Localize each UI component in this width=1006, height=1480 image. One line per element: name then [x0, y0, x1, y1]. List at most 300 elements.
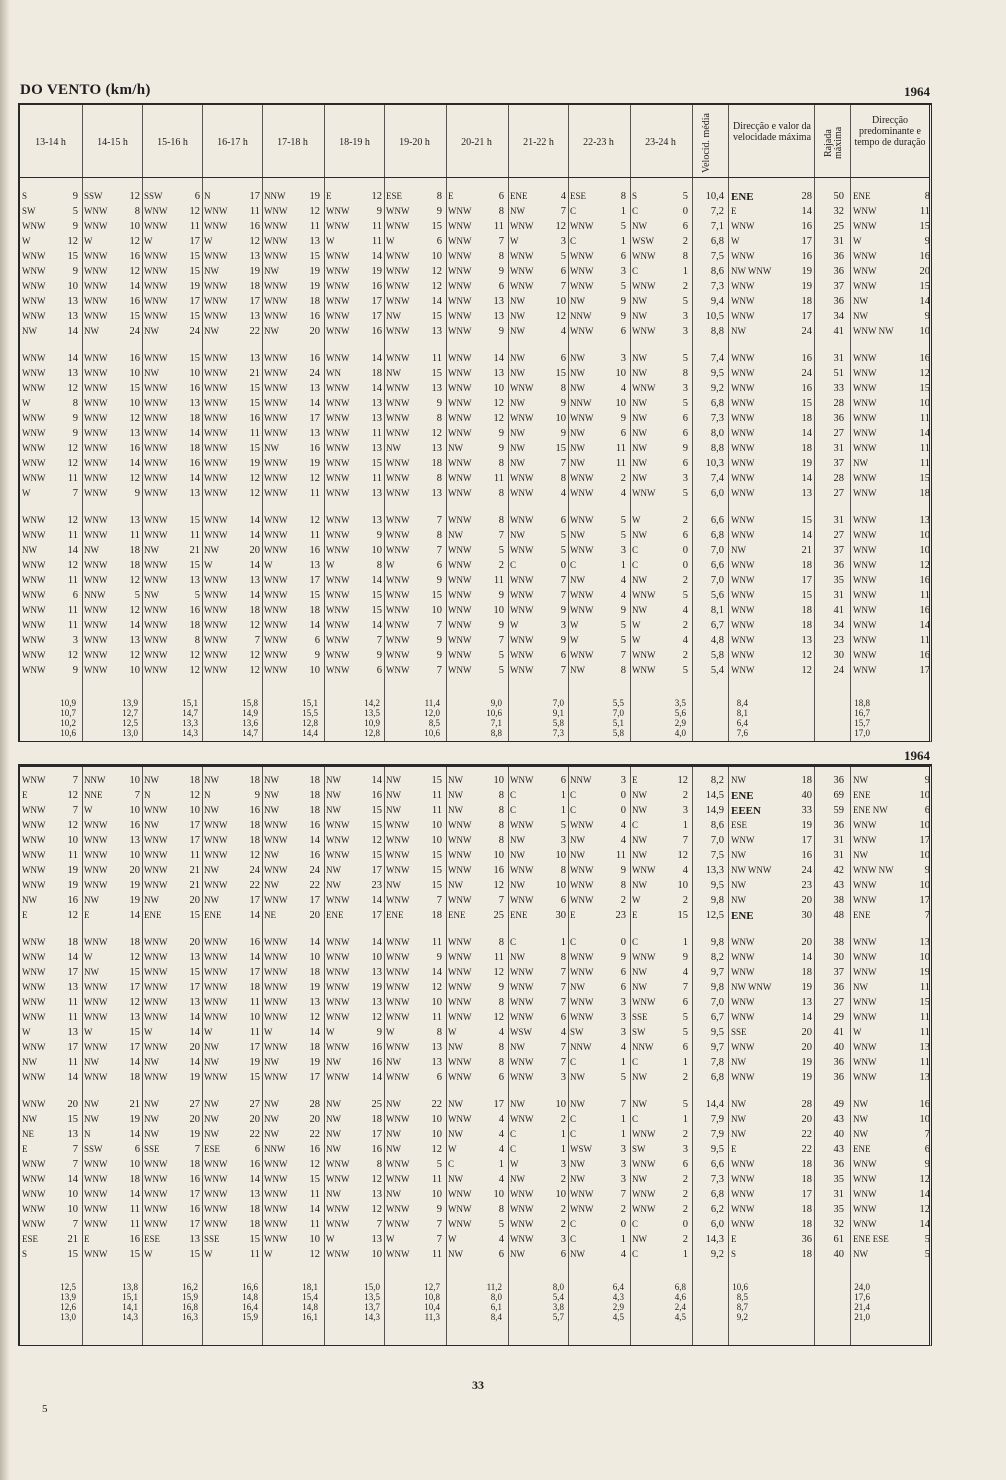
cell-direccao-predominante: WNW [853, 413, 877, 423]
cell-speed: 10 [67, 835, 78, 846]
cell-rajada: 40 [833, 1249, 844, 1260]
cell-speed: 17 [371, 910, 382, 921]
table-row [20, 326, 929, 341]
cell-direction: NW [264, 1099, 279, 1109]
cell-direction: WNW [632, 281, 656, 291]
cell-speed: 14 [67, 1174, 78, 1185]
cell-speed: 13 [249, 353, 260, 364]
cell-direction: WNW [22, 266, 46, 276]
cell-direction: WNW [144, 865, 168, 875]
table-row [20, 982, 929, 997]
cell-speed: 28 [309, 1099, 320, 1110]
cell-direction: WNW [84, 515, 108, 525]
cell-speed: 20 [249, 545, 260, 556]
cell-direction: WNW [204, 296, 228, 306]
cell-speed: 6 [498, 281, 504, 292]
table-row [20, 590, 929, 605]
cell-rajada: 36 [833, 982, 844, 993]
cell-speed: 14 [249, 530, 260, 541]
cell-speed: 18 [309, 296, 320, 307]
cell-speed: 12 [189, 790, 200, 801]
table-row [20, 1027, 929, 1042]
cell-velocidade-media: 14,4 [705, 1099, 724, 1110]
cell-speed: 7 [560, 967, 566, 978]
cell-direction: NW [510, 850, 525, 860]
cell-speed: 10 [129, 665, 140, 676]
cell-speed: 13 [67, 296, 78, 307]
cell-speed: 16 [249, 1159, 260, 1170]
cell-direction: W [448, 1234, 457, 1244]
cell-direction: WNW [22, 383, 46, 393]
cell-speed: 19 [309, 982, 320, 993]
cell-speed: 4 [620, 590, 626, 601]
cell-direction: WNW [510, 982, 534, 992]
cell-speed: 13 [431, 443, 442, 454]
cell-speed: 18 [189, 443, 200, 454]
cell-direction: WNW [204, 1159, 228, 1169]
cell-direction: WNW [448, 398, 472, 408]
cell-speed: 9 [254, 790, 260, 801]
cell-direccao-maxima: NW [731, 775, 746, 785]
summary-value: 10,2 [60, 718, 76, 728]
cell-direction: WNW [84, 398, 108, 408]
table-row [20, 266, 929, 281]
cell-speed: 6 [682, 997, 688, 1008]
cell-direction: WNW [22, 530, 46, 540]
cell-direction: NE [22, 1129, 34, 1139]
cell-rajada: 36 [833, 413, 844, 424]
cell-speed: 12 [493, 413, 504, 424]
cell-speed: 12 [431, 1144, 442, 1155]
cell-velocidade-maxima: 15 [801, 398, 812, 409]
cell-tempo-duracao: 8 [924, 191, 930, 202]
cell-speed: 3 [620, 545, 626, 556]
cell-speed: 13 [371, 1189, 382, 1200]
cell-direccao-maxima: WNW [731, 368, 755, 378]
cell-direction: WNW [204, 473, 228, 483]
cell-direction: WNW [326, 1072, 350, 1082]
cell-speed: 7 [560, 575, 566, 586]
cell-direction: WNW [386, 620, 410, 630]
page-year-top: 1964 [904, 84, 930, 99]
cell-speed: 6 [620, 428, 626, 439]
cell-speed: 5 [682, 398, 688, 409]
cell-speed: 9 [498, 620, 504, 631]
cell-direction: C [632, 1114, 639, 1124]
cell-direction: SW [570, 1027, 584, 1037]
cell-speed: 19 [249, 266, 260, 277]
cell-speed: 20 [129, 865, 140, 876]
cell-direction: NW [326, 1057, 341, 1067]
cell-speed: 5 [498, 1219, 504, 1230]
cell-speed: 12 [493, 1012, 504, 1023]
cell-speed: 7 [620, 1099, 626, 1110]
cell-direction: WNW [204, 1204, 228, 1214]
cell-direction: NW [510, 458, 525, 468]
cell-speed: 12 [67, 650, 78, 661]
cell-speed: 13 [189, 398, 200, 409]
cell-speed: 1 [682, 820, 688, 831]
cell-speed: 12 [129, 650, 140, 661]
cell-direction: WNW [144, 1042, 168, 1052]
cell-direccao-predominante: ENE [853, 910, 871, 920]
cell-direccao-predominante: WNW [853, 650, 877, 660]
cell-direction: WNW [264, 575, 288, 585]
cell-direccao-predominante: WNW [853, 221, 877, 231]
cell-direction: NNW [570, 775, 592, 785]
summary-value: 14,8 [242, 1292, 258, 1302]
cell-speed: 5 [682, 665, 688, 676]
cell-direction: WNW [22, 605, 46, 615]
cell-direction: WNW [84, 281, 108, 291]
cell-speed: 2 [682, 1234, 688, 1245]
cell-speed: 14 [67, 353, 78, 364]
summary-value: 8,1 [736, 708, 748, 718]
cell-direction: C [510, 805, 517, 815]
cell-direction: WNW [326, 1012, 350, 1022]
cell-speed: 14 [371, 575, 382, 586]
summary-value: 10,6 [732, 1282, 748, 1292]
table-row [20, 665, 929, 680]
cell-rajada: 59 [833, 805, 844, 816]
cell-direccao-maxima: WNW [731, 997, 755, 1007]
cell-speed: 12 [555, 311, 566, 322]
cell-speed: 16 [129, 296, 140, 307]
cell-speed: 13 [129, 835, 140, 846]
table-row [20, 191, 929, 206]
cell-speed: 19 [309, 458, 320, 469]
cell-speed: 9 [498, 326, 504, 337]
cell-direction: WNW [510, 488, 534, 498]
cell-speed: 19 [371, 266, 382, 277]
cell-direccao-maxima: WNW [731, 473, 755, 483]
cell-direction: WNW [326, 515, 350, 525]
cell-speed: 15 [431, 590, 442, 601]
cell-velocidade-maxima: 13 [801, 997, 812, 1008]
cell-speed: 8 [498, 515, 504, 526]
cell-speed: 5 [620, 620, 626, 631]
cell-speed: 7 [682, 835, 688, 846]
cell-direction: WNW [144, 952, 168, 962]
cell-direction: WNW [386, 1204, 410, 1214]
cell-velocidade-maxima: 19 [801, 1057, 812, 1068]
cell-direction: WNW [326, 850, 350, 860]
summary-value: 12,0 [424, 708, 440, 718]
cell-direction: WNW [570, 865, 594, 875]
cell-speed: 14 [309, 937, 320, 948]
cell-direction: NW [632, 296, 647, 306]
cell-velocidade-media: 4,8 [710, 635, 724, 646]
cell-speed: 4 [682, 865, 688, 876]
summary-value: 15,5 [302, 708, 318, 718]
cell-speed: 7 [436, 1234, 442, 1245]
cell-direction: WNW [84, 635, 108, 645]
cell-speed: 6 [436, 560, 442, 571]
cell-direction: WNW [264, 635, 288, 645]
cell-direction: NW [264, 850, 279, 860]
cell-speed: 13 [493, 368, 504, 379]
summary-row [20, 708, 929, 718]
cell-speed: 14 [249, 910, 260, 921]
cell-speed: 7 [498, 236, 504, 247]
cell-speed: 14 [309, 1204, 320, 1215]
cell-speed: 18 [309, 1042, 320, 1053]
cell-speed: 20 [189, 895, 200, 906]
cell-direction: W [632, 635, 641, 645]
cell-speed: 2 [682, 1129, 688, 1140]
summary-value: 10,8 [424, 1292, 440, 1302]
cell-direction: WNW [84, 937, 108, 947]
table-row [20, 895, 929, 910]
cell-velocidade-maxima: 13 [801, 635, 812, 646]
cell-speed: 3 [620, 1144, 626, 1155]
cell-speed: 6 [560, 1249, 566, 1260]
cell-direction: NW [632, 1234, 647, 1244]
cell-direction: NW [632, 835, 647, 845]
cell-direction: NW [264, 775, 279, 785]
cell-velocidade-media: 9,8 [710, 982, 724, 993]
cell-speed: 16 [249, 937, 260, 948]
cell-speed: 18 [129, 1072, 140, 1083]
cell-direction: WNW [144, 1012, 168, 1022]
cell-direction: WNW [22, 221, 46, 231]
cell-rajada: 27 [833, 997, 844, 1008]
cell-speed: 9 [498, 266, 504, 277]
cell-rajada: 32 [833, 1219, 844, 1230]
cell-direction: WNW [570, 650, 594, 660]
cell-speed: 14 [129, 1129, 140, 1140]
cell-velocidade-maxima: 16 [801, 383, 812, 394]
cell-direccao-predominante: ENE [853, 1144, 871, 1154]
cell-rajada: 33 [833, 383, 844, 394]
cell-direction: WNW [570, 251, 594, 261]
cell-direction: NW [632, 1099, 647, 1109]
cell-direction: NW [570, 353, 585, 363]
cell-speed: 5 [682, 590, 688, 601]
cell-speed: 16 [371, 790, 382, 801]
cell-speed: 15 [371, 605, 382, 616]
summary-value: 8,0 [490, 1292, 502, 1302]
cell-direction: WNW [570, 967, 594, 977]
cell-direction: WNW [264, 820, 288, 830]
cell-direccao-predominante: NW [853, 775, 868, 785]
cell-direction: WNW [448, 1219, 472, 1229]
cell-speed: 16 [67, 895, 78, 906]
cell-speed: 12 [309, 1012, 320, 1023]
cell-direction: WNW [264, 383, 288, 393]
cell-speed: 12 [431, 266, 442, 277]
cell-speed: 14 [129, 620, 140, 631]
cell-direction: NW [510, 1042, 525, 1052]
cell-speed: 15 [309, 1174, 320, 1185]
cell-direction: NW [570, 368, 585, 378]
cell-direction: WNW [264, 221, 288, 231]
cell-speed: 9 [560, 635, 566, 646]
cell-direction: WNW [570, 473, 594, 483]
cell-rajada: 50 [833, 191, 844, 202]
cell-velocidade-media: 8,2 [710, 775, 724, 786]
cell-direction: WNW [448, 575, 472, 585]
cell-speed: 16 [309, 850, 320, 861]
cell-tempo-duracao: 11 [919, 982, 930, 993]
cell-speed: 3 [560, 835, 566, 846]
cell-direction: WNW [326, 1174, 350, 1184]
cell-direction: WNW [22, 1189, 46, 1199]
table-row [20, 1159, 929, 1174]
summary-value: 13,9 [122, 698, 138, 708]
cell-velocidade-media: 6,8 [710, 236, 724, 247]
cell-speed: 8 [498, 1204, 504, 1215]
cell-direction: WNW [510, 1114, 534, 1124]
cell-speed: 17 [371, 311, 382, 322]
table-row [20, 575, 929, 590]
summary-value: 12,7 [122, 708, 138, 718]
cell-direction: NW [632, 473, 647, 483]
cell-speed: 9 [436, 650, 442, 661]
cell-speed: 10 [371, 1249, 382, 1260]
summary-value: 3,8 [552, 1302, 564, 1312]
cell-rajada: 37 [833, 545, 844, 556]
cell-speed: 8 [620, 191, 626, 202]
cell-speed: 10 [555, 1099, 566, 1110]
cell-direccao-predominante: WNW [853, 443, 877, 453]
cell-direction: C [632, 820, 639, 830]
cell-speed: 24 [129, 326, 140, 337]
cell-rajada: 37 [833, 967, 844, 978]
cell-direction: NW [632, 805, 647, 815]
summary-value: 7,0 [552, 698, 564, 708]
cell-direction: WNW [326, 997, 350, 1007]
cell-direccao-maxima: WNW [731, 251, 755, 261]
cell-speed: 11 [431, 937, 442, 948]
cell-velocidade-media: 8,6 [710, 820, 724, 831]
cell-velocidade-media: 6,7 [710, 620, 724, 631]
cell-direction: W [204, 560, 213, 570]
cell-direction: W [386, 560, 395, 570]
cell-velocidade-media: 9,5 [710, 880, 724, 891]
cell-speed: 27 [249, 1099, 260, 1110]
cell-speed: 7 [498, 895, 504, 906]
cell-speed: 15 [371, 820, 382, 831]
cell-direction: WNW [84, 1189, 108, 1199]
cell-direction: S [22, 191, 28, 201]
cell-velocidade-media: 7,0 [710, 835, 724, 846]
cell-direction: NW [386, 790, 401, 800]
cell-direction: WNW [264, 206, 288, 216]
cell-direction: WNW [84, 880, 108, 890]
cell-rajada: 43 [833, 1144, 844, 1155]
cell-direction: WNW [326, 530, 350, 540]
cell-velocidade-media: 7,8 [710, 1057, 724, 1068]
cell-speed: 13 [309, 383, 320, 394]
cell-rajada: 23 [833, 635, 844, 646]
cell-speed: 8 [682, 368, 688, 379]
cell-speed: 1 [560, 1144, 566, 1155]
cell-direction: NW [510, 880, 525, 890]
cell-tempo-duracao: 18 [919, 488, 930, 499]
summary-value: 5,4 [552, 1292, 564, 1302]
cell-speed: 17 [309, 413, 320, 424]
cell-direction: WNW [510, 967, 534, 977]
cell-direction: E [570, 910, 576, 920]
cell-direction: NW [570, 1159, 585, 1169]
cell-direccao-predominante: NW [853, 1099, 868, 1109]
cell-speed: 19 [309, 1057, 320, 1068]
cell-direction: NW [144, 545, 159, 555]
cell-direction: NW [144, 1099, 159, 1109]
cell-direction: NW [326, 1144, 341, 1154]
cell-speed: 23 [371, 880, 382, 891]
cell-direction: WNW [326, 575, 350, 585]
cell-tempo-duracao: 7 [924, 910, 930, 921]
cell-speed: 11 [493, 952, 504, 963]
cell-velocidade-maxima: 20 [801, 895, 812, 906]
cell-speed: 16 [189, 1204, 200, 1215]
cell-direccao-maxima: WNW [731, 620, 755, 630]
cell-direccao-predominante: NW [853, 296, 868, 306]
cell-speed: 8 [498, 1057, 504, 1068]
table-row [20, 1072, 929, 1087]
cell-velocidade-media: 10,5 [705, 311, 724, 322]
cell-direction: NW [632, 353, 647, 363]
cell-direction: W [264, 1249, 273, 1259]
side-mark: 5 [42, 1403, 48, 1415]
cell-speed: 8 [498, 835, 504, 846]
cell-speed: 10 [615, 368, 626, 379]
cell-speed: 11 [431, 1249, 442, 1260]
cell-direction: WNW [632, 650, 656, 660]
cell-speed: 15 [129, 1027, 140, 1038]
cell-speed: 7 [498, 635, 504, 646]
summary-row [20, 1312, 929, 1322]
cell-speed: 5 [620, 281, 626, 292]
cell-velocidade-media: 12,5 [705, 910, 724, 921]
cell-direction: WNW [264, 398, 288, 408]
cell-direction: WNW [326, 1204, 350, 1214]
summary-value: 15,8 [242, 698, 258, 708]
table-row [20, 515, 929, 530]
cell-speed: 18 [249, 281, 260, 292]
cell-tempo-duracao: 15 [919, 383, 930, 394]
cell-velocidade-maxima: 15 [801, 590, 812, 601]
wind-table-upper [18, 104, 932, 742]
cell-direction: W [84, 1027, 93, 1037]
cell-direccao-maxima: NW [731, 545, 746, 555]
cell-speed: 19 [309, 266, 320, 277]
cell-tempo-duracao: 16 [919, 605, 930, 616]
cell-speed: 15 [129, 311, 140, 322]
cell-speed: 10 [189, 805, 200, 816]
cell-direction: NW [448, 1174, 463, 1184]
cell-velocidade-maxima: 19 [801, 1072, 812, 1083]
cell-direction: WNW [448, 428, 472, 438]
cell-speed: 11 [67, 997, 78, 1008]
cell-velocidade-media: 6,8 [710, 530, 724, 541]
cell-speed: 15 [371, 458, 382, 469]
cell-speed: 3 [620, 353, 626, 364]
cell-direction: NW [570, 1072, 585, 1082]
cell-velocidade-maxima: 18 [801, 296, 812, 307]
cell-direction: WNW [22, 560, 46, 570]
cell-tempo-duracao: 10 [919, 545, 930, 556]
cell-direction: WNW [448, 473, 472, 483]
cell-direction: NW [570, 530, 585, 540]
cell-speed: 2 [560, 1114, 566, 1125]
cell-direction: WNW [326, 443, 350, 453]
cell-direction: NW [84, 1114, 99, 1124]
cell-speed: 17 [189, 820, 200, 831]
cell-direction: NW [84, 1057, 99, 1067]
